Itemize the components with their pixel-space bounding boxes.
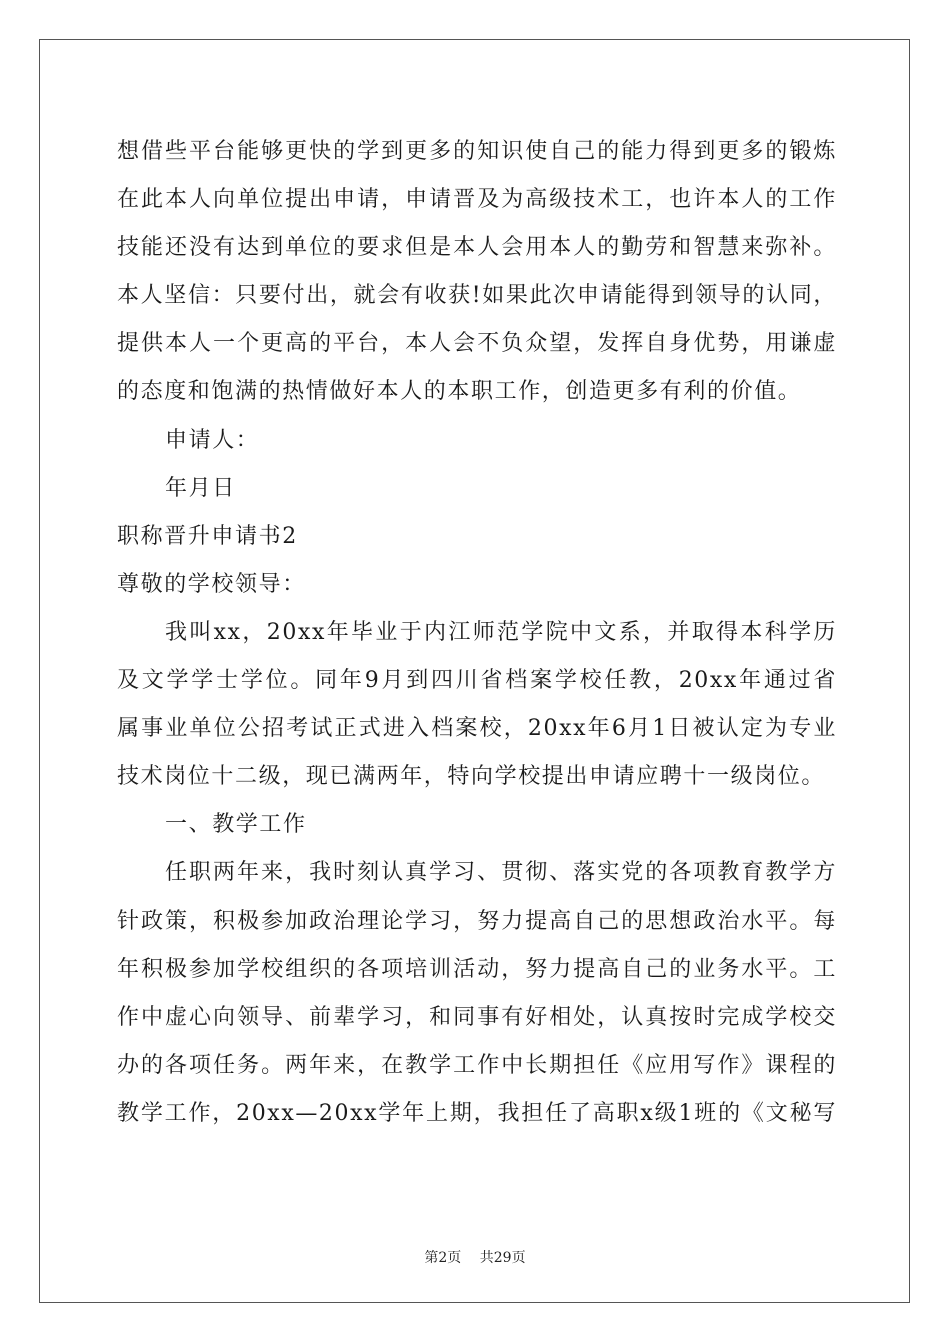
page-total: 共29页 — [479, 1250, 526, 1266]
text-line: 及文学学士学位。同年9月到四川省档案学校任教，20xx年通过省 — [117, 668, 837, 694]
text-line: 申请人： — [165, 427, 260, 453]
page-footer — [0, 1247, 950, 1267]
text-line: 我叫xx，20xx年毕业于内江师范学院中文系，并取得本科学历 — [165, 619, 837, 645]
text-line: 教学工作，20xx—20xx学年上期，我担任了高职x级1班的《文秘写 — [117, 1100, 837, 1126]
text-line: 尊敬的学校领导： — [117, 571, 306, 597]
text-line: 想借些平台能够更快的学到更多的知识使自己的能力得到更多的锻炼 — [117, 139, 837, 164]
text-line: 年月日 — [165, 475, 236, 501]
text-line: 任职两年来，我时刻认真学习、贯彻、落实党的各项教育教学方 — [165, 860, 837, 886]
text-line: 提供本人一个更高的平台，本人会不负众望，发挥自身优势，用谦虚 — [117, 331, 837, 357]
page-number: 第2页 — [424, 1250, 462, 1266]
text-line: 技术岗位十二级，现已满两年，特向学校提出申请应聘十一级岗位。 — [117, 764, 826, 790]
document-body — [117, 128, 837, 1138]
text-line: 的态度和饱满的热情做好本人的本职工作，创造更多有利的价值。 — [117, 379, 802, 405]
text-line: 作中虚心向领导、前辈学习，和同事有好相处，认真按时完成学校交 — [117, 1004, 837, 1030]
text-line: 办的各项任务。两年来，在教学工作中长期担任《应用写作》课程的 — [117, 1052, 837, 1078]
text-line: 属事业单位公招考试正式进入档案校，20xx年6月1日被认定为专业 — [117, 716, 837, 742]
text-line: 技能还没有达到单位的要求但是本人会用本人的勤劳和智慧来弥补。 — [117, 235, 837, 261]
text-line: 一、教学工作 — [165, 812, 307, 838]
text-line: 在此本人向单位提出申请，申请晋及为高级技术工，也许本人的工作 — [117, 187, 837, 213]
text-line: 针政策，积极参加政治理论学习，努力提高自己的思想政治水平。每 — [117, 908, 837, 934]
text-line: 年积极参加学校组织的各项培训活动，努力提高自己的业务水平。工 — [117, 956, 837, 982]
text-line: 本人坚信：只要付出，就会有收获!如果此次申请能得到领导的认同， — [117, 283, 837, 309]
text-line: 职称晋升申请书2 — [117, 523, 298, 549]
